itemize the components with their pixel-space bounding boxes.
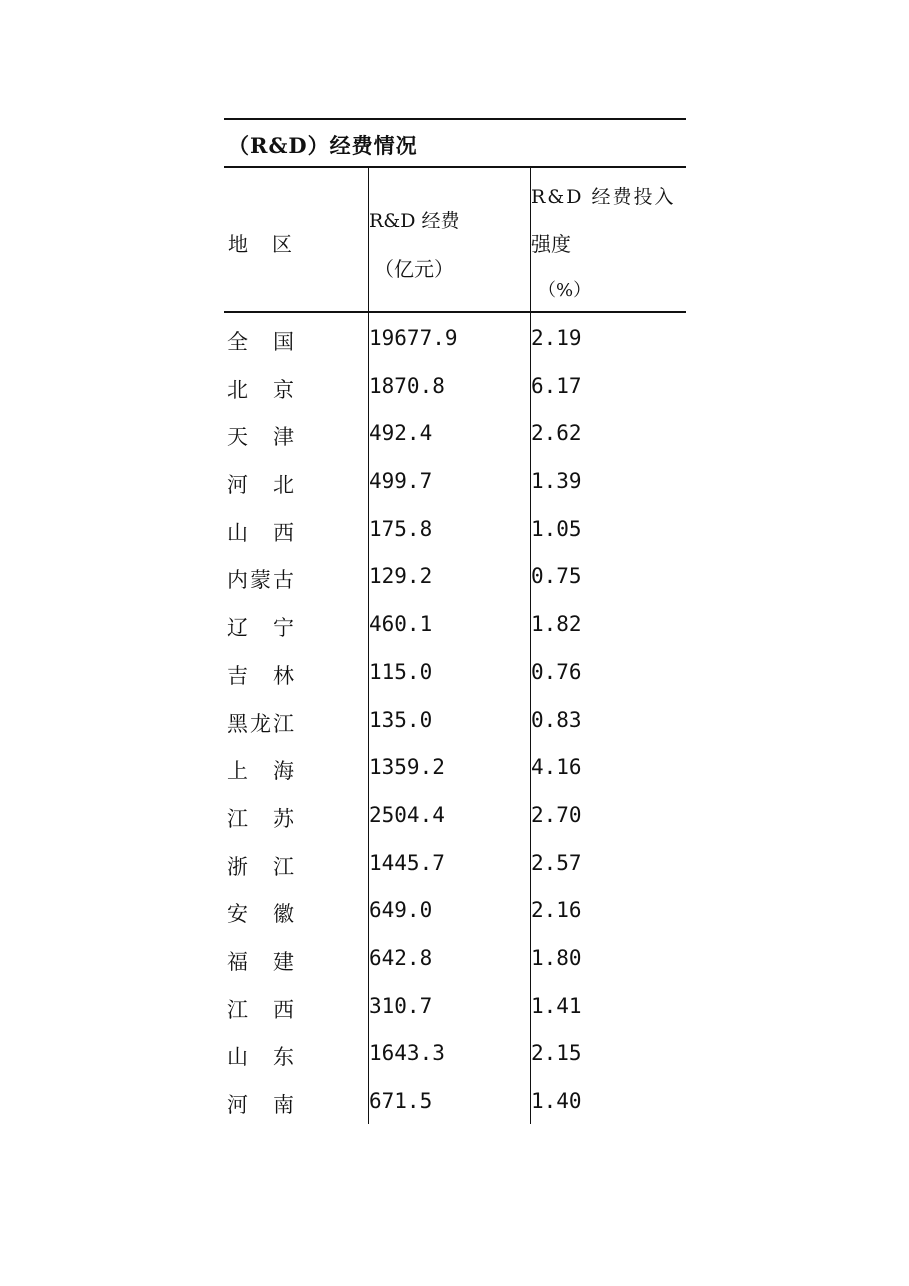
cell-intensity: 0.83 bbox=[531, 707, 582, 732]
cell-rd-expenditure: 310.7 bbox=[369, 993, 433, 1018]
cell-region: 内蒙古 bbox=[227, 568, 296, 593]
cell-region: 山 西 bbox=[227, 520, 296, 545]
cell-rd-expenditure: 129.2 bbox=[369, 564, 433, 589]
table-row bbox=[224, 793, 686, 841]
table-row bbox=[224, 507, 686, 555]
cell-intensity: 1.82 bbox=[531, 612, 582, 637]
header-region-char-2: 区 bbox=[272, 232, 292, 256]
table-row bbox=[224, 650, 686, 698]
cell-intensity: 1.80 bbox=[531, 945, 582, 970]
cell-region: 安 徽 bbox=[227, 902, 296, 927]
table-row bbox=[224, 745, 686, 793]
cell-region: 上 海 bbox=[227, 759, 296, 784]
header-intensity: R&D 经费投入 bbox=[531, 186, 676, 208]
cell-intensity: 6.17 bbox=[531, 373, 582, 398]
table-row bbox=[224, 698, 686, 746]
table-body bbox=[224, 316, 686, 1127]
cell-rd-expenditure: 642.8 bbox=[369, 945, 433, 970]
cell-intensity: 2.70 bbox=[531, 802, 582, 827]
cell-region: 黑龙江 bbox=[227, 711, 296, 736]
table-row bbox=[224, 411, 686, 459]
table-row bbox=[224, 602, 686, 650]
table-row bbox=[224, 936, 686, 984]
cell-intensity: 2.19 bbox=[531, 326, 582, 350]
table-row bbox=[224, 888, 686, 936]
cell-rd-expenditure: 115.0 bbox=[369, 659, 433, 684]
header-intensity-unit: （%） bbox=[538, 280, 592, 301]
table-row bbox=[224, 459, 686, 507]
cell-rd-expenditure: 1643.3 bbox=[369, 1041, 445, 1066]
cell-rd-expenditure: 492.4 bbox=[369, 421, 433, 446]
cell-rd-expenditure: 460.1 bbox=[369, 612, 433, 637]
cell-region: 河 北 bbox=[227, 473, 296, 498]
header-intensity-line2: 强度 bbox=[531, 232, 571, 256]
cell-intensity: 2.57 bbox=[531, 850, 582, 875]
cell-rd-expenditure: 2504.4 bbox=[369, 802, 445, 827]
cell-region: 全 国 bbox=[227, 330, 296, 354]
cell-rd-expenditure: 19677.9 bbox=[369, 326, 458, 350]
cell-intensity: 2.62 bbox=[531, 421, 582, 446]
table-row bbox=[224, 316, 686, 364]
cell-intensity: 2.16 bbox=[531, 898, 582, 923]
table-row bbox=[224, 554, 686, 602]
cell-region: 辽 宁 bbox=[227, 616, 296, 641]
table-top-rule bbox=[224, 118, 686, 120]
cell-rd-expenditure: 649.0 bbox=[369, 898, 433, 923]
cell-intensity: 0.75 bbox=[531, 564, 582, 589]
cell-intensity: 0.76 bbox=[531, 659, 582, 684]
table-row bbox=[224, 841, 686, 889]
cell-rd-expenditure: 1445.7 bbox=[369, 850, 445, 875]
cell-region: 山 东 bbox=[227, 1045, 296, 1070]
cell-rd-expenditure: 175.8 bbox=[369, 516, 433, 541]
table-row bbox=[224, 1079, 686, 1127]
cell-region: 江 西 bbox=[227, 997, 296, 1022]
cell-region: 浙 江 bbox=[227, 854, 296, 879]
cell-region: 福 建 bbox=[227, 949, 296, 974]
cell-rd-expenditure: 1870.8 bbox=[369, 373, 445, 398]
header-region-char-1: 地 bbox=[228, 232, 248, 256]
header-bottom-rule bbox=[224, 311, 686, 313]
cell-region: 江 苏 bbox=[227, 806, 296, 831]
header-region bbox=[228, 228, 292, 257]
header-rd-expenditure-unit: （亿元） bbox=[374, 257, 454, 281]
table-row bbox=[224, 1031, 686, 1079]
cell-intensity: 1.05 bbox=[531, 516, 582, 541]
header-rd-expenditure: R&D 经费 bbox=[369, 210, 460, 232]
cell-rd-expenditure: 135.0 bbox=[369, 707, 433, 732]
cell-region: 天 津 bbox=[227, 425, 296, 450]
cell-intensity: 2.15 bbox=[531, 1041, 582, 1066]
title-divider-rule bbox=[224, 166, 686, 168]
cell-intensity: 4.16 bbox=[531, 755, 582, 780]
cell-rd-expenditure: 1359.2 bbox=[369, 755, 445, 780]
cell-rd-expenditure: 671.5 bbox=[369, 1089, 433, 1113]
table-row bbox=[224, 364, 686, 412]
cell-region: 河 南 bbox=[227, 1093, 296, 1117]
cell-intensity: 1.41 bbox=[531, 993, 582, 1018]
cell-region: 北 京 bbox=[227, 377, 296, 402]
table-row bbox=[224, 984, 686, 1032]
cell-region: 吉 林 bbox=[227, 663, 296, 688]
cell-intensity: 1.40 bbox=[531, 1089, 582, 1113]
cell-intensity: 1.39 bbox=[531, 469, 582, 494]
table-title: （R&D）经费情况 bbox=[228, 133, 418, 158]
cell-rd-expenditure: 499.7 bbox=[369, 469, 433, 494]
